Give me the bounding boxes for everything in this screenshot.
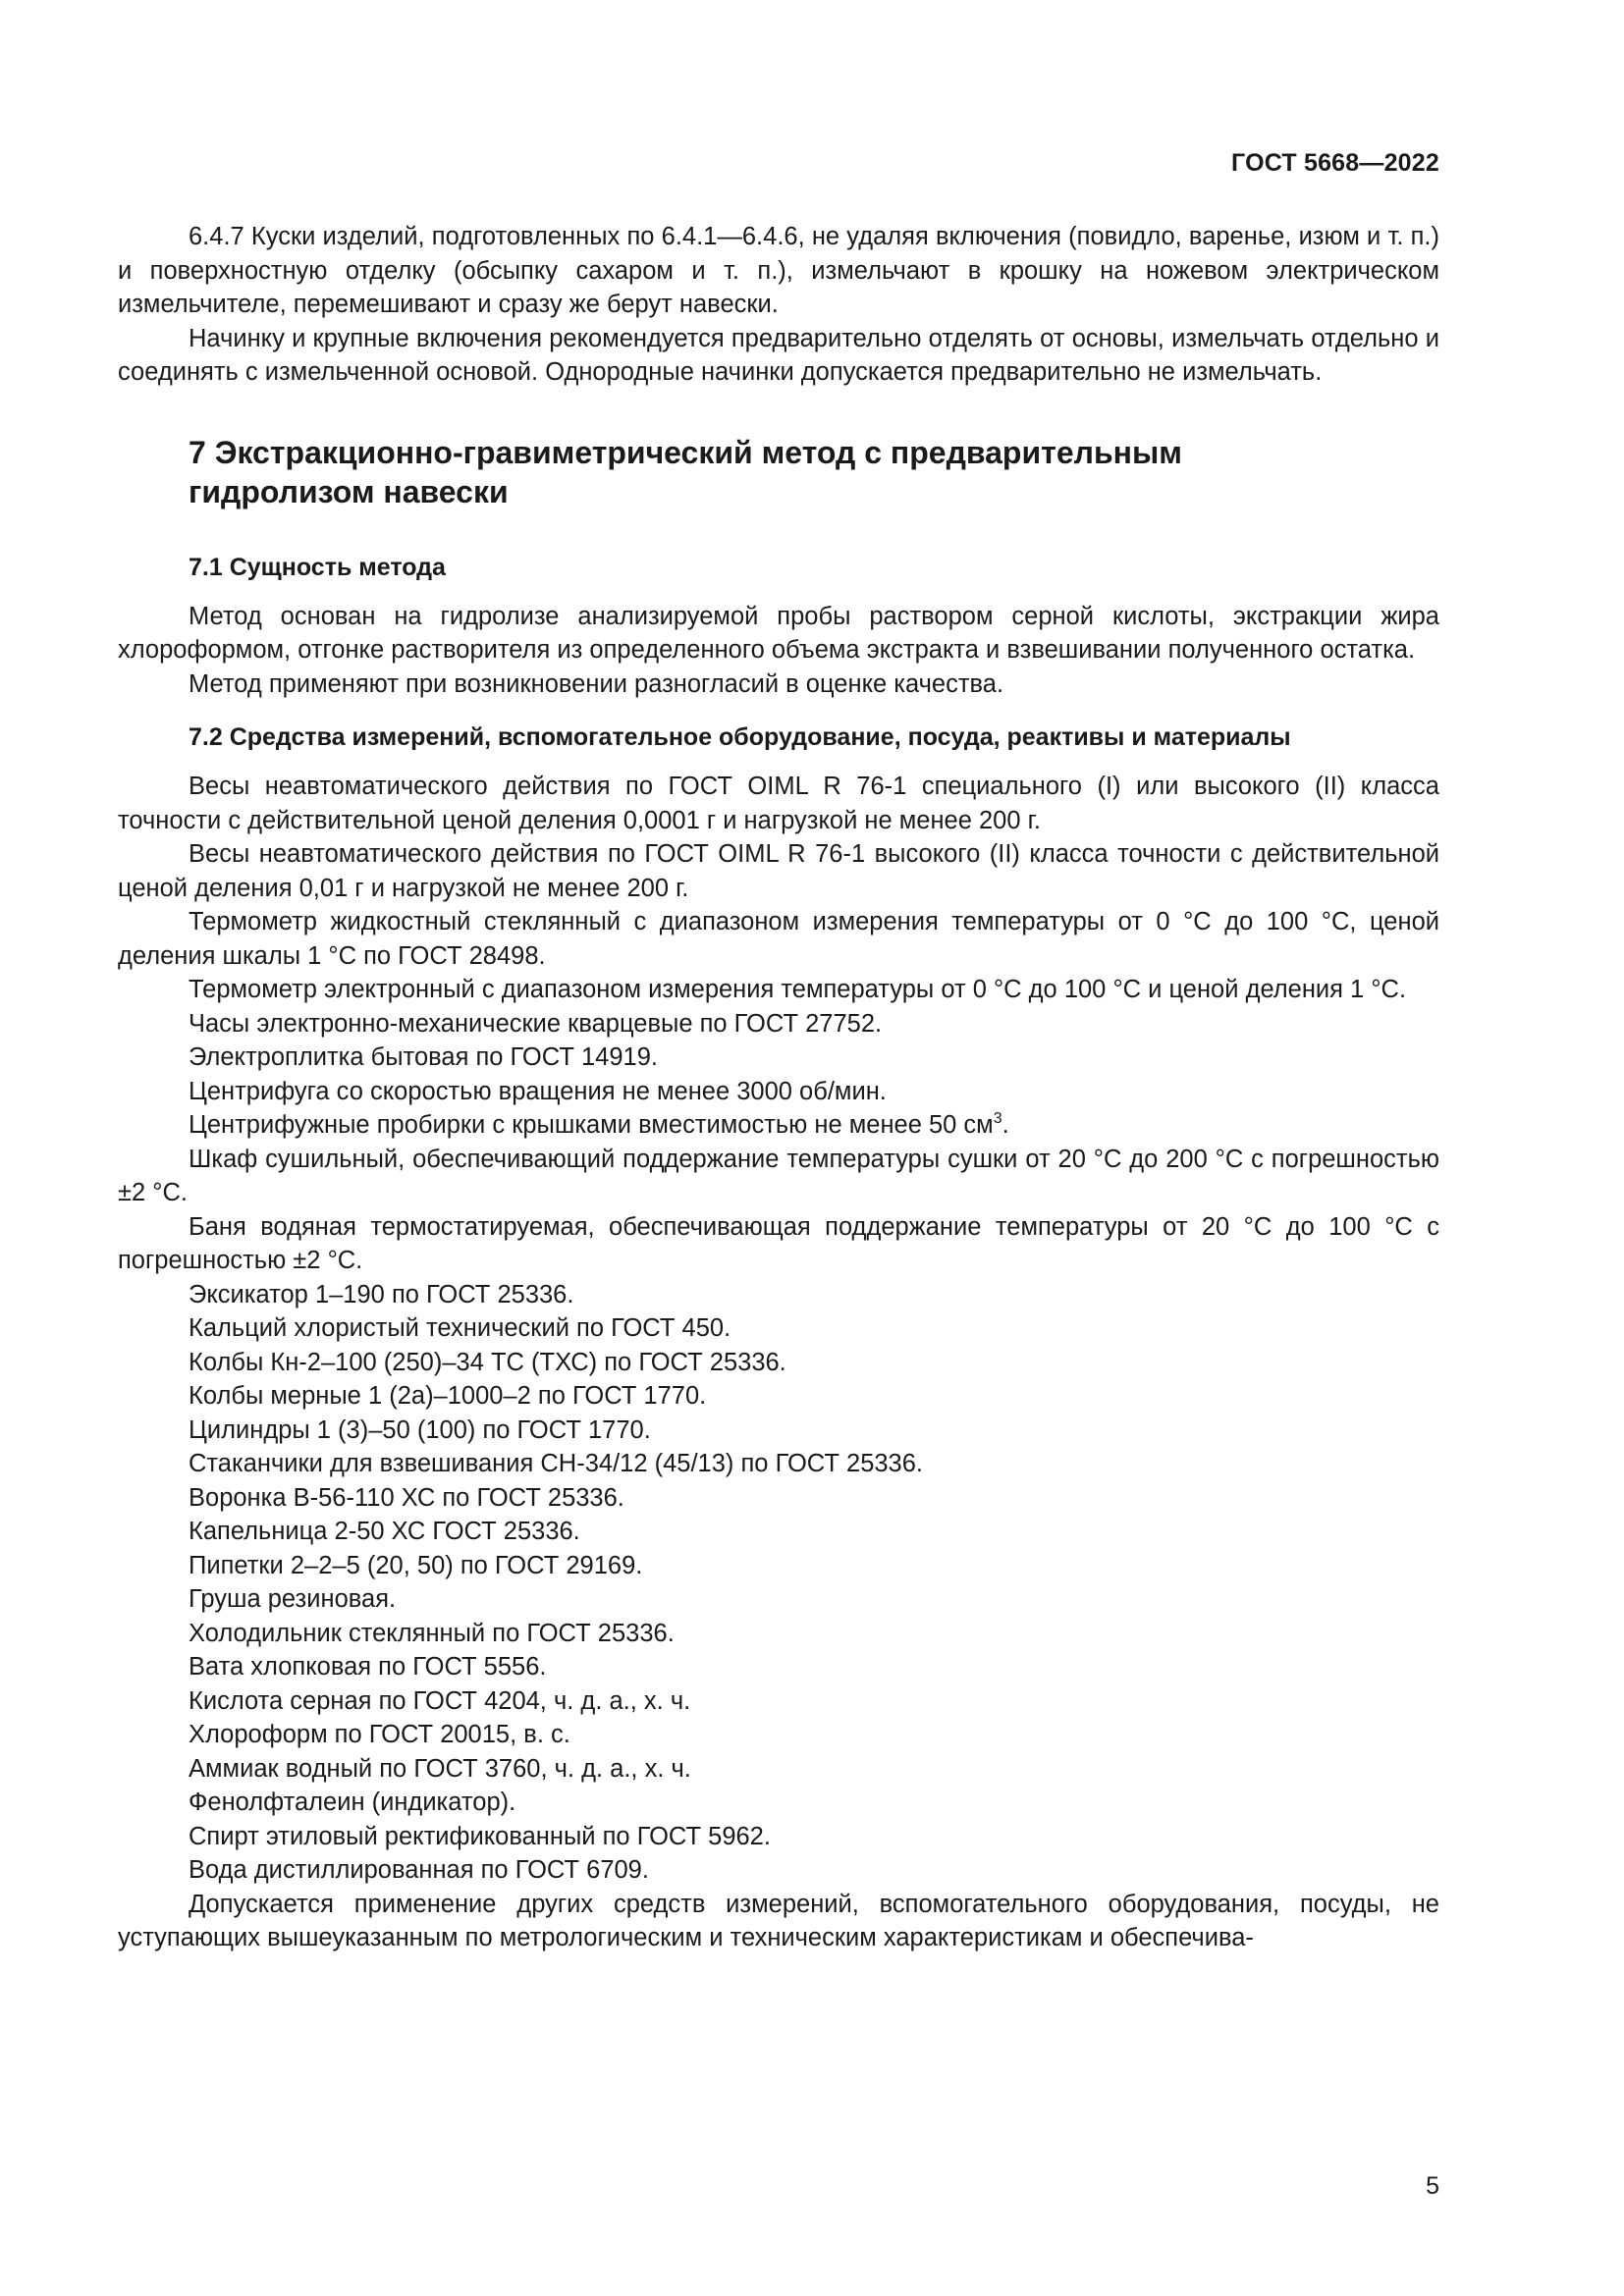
list-item: Термометр жидкостный стеклянный с диапазоном измерения температуры от 0 °С до 100 °С, ценой деления шкалы 1 °С по ГОСТ 28498. — [118, 908, 1439, 970]
page-number: 5 — [1426, 2172, 1439, 2200]
list-item: Хлороформ по ГОСТ 20015, в. с. — [189, 1721, 570, 1748]
paragraph-method-essence: Метод основан на гидролизе анализируемой пробы раствором серной кислоты, экстракции жира хлороформом, отгонке растворителя из определенного объема экстракта и взвешивании полученного остатка. — [118, 602, 1439, 664]
section-7-title-line2: гидролизом навески — [189, 473, 509, 509]
paragraph-filling-note: Начинку и крупные включения рекомендуется предварительно отделять от основы, измельчать отдельно и соединять с измельченной основой. Однородные начинки допускается предварительно не измельчать. — [118, 324, 1439, 386]
list-item: Холодильник стеклянный по ГОСТ 25336. — [189, 1619, 675, 1647]
equipment-list — [118, 770, 1439, 1955]
list-item: Вата хлопковая по ГОСТ 5556. — [189, 1653, 547, 1681]
list-item-centrifuge-tubes — [118, 1108, 1439, 1143]
subsection-7-1-title: 7.1 Сущность метода — [189, 553, 446, 581]
list-item: Стаканчики для взвешивания СН-34/12 (45/13) по ГОСТ 25336. — [189, 1450, 924, 1477]
list-item: Кислота серная по ГОСТ 4204, ч. д. а., х. ч. — [189, 1686, 691, 1715]
list-item: Эксикатор 1–190 по ГОСТ 25336. — [189, 1280, 574, 1308]
list-item: Колбы Кн-2–100 (250)–34 ТС (ТХС) по ГОСТ 25336. — [189, 1348, 786, 1376]
section-7-title-line1: 7 Экстракционно-гравиметрический метод с предварительным — [189, 434, 1182, 470]
centrifuge-tubes-end: . — [1001, 1111, 1009, 1139]
list-item: Груша резиновая. — [189, 1585, 397, 1613]
list-item: Весы неавтоматического действия по ГОСТ OIML R 76-1 специального (I) или высокого (II) класса точности с действительной ценой деления 0,0001 г и нагрузкой не менее 200 г. — [118, 773, 1439, 834]
subsection-7-2-title: 7.2 Средства измерений, вспомогательное оборудование, посуда, реактивы и материалы — [189, 723, 1291, 751]
list-item: Шкаф сушильный, обеспечивающий поддержание температуры сушки от 20 °С до 200 °С с погрешностью ±2 °С. — [118, 1145, 1439, 1206]
list-item: Термометр электронный с диапазоном измерения температуры от 0 °С до 100 °С и ценой деления 1 °С. — [189, 976, 1407, 1003]
paragraph-method-usage: Метод применяют при возникновении разногласий в оценке качества. — [189, 669, 1004, 698]
cubic-superscript: 3 — [993, 1110, 1002, 1127]
centrifuge-tubes-text: Центрифужные пробирки с крышками вместимостью не менее 50 см — [189, 1111, 994, 1139]
list-item: Весы неавтоматического действия по ГОСТ OIML R 76-1 высокого (II) класса точности с действительной ценой деления 0,01 г и нагрузкой не менее 200 г. — [118, 840, 1439, 902]
list-item: Пипетки 2–2–5 (20, 50) по ГОСТ 29169. — [189, 1551, 643, 1579]
list-item: Баня водяная термостатируемая, обеспечивающая поддержание температуры от 20 °С до 100 °С с погрешностью ±2 °С. — [118, 1212, 1439, 1274]
list-item: Часы электронно-механические кварцевые по ГОСТ 27752. — [189, 1009, 883, 1038]
document-code-header: ГОСТ 5668—2022 — [1231, 149, 1439, 177]
list-item: Воронка В-56-110 ХС по ГОСТ 25336. — [189, 1483, 624, 1512]
list-item: Аммиак водный по ГОСТ 3760, ч. д. а., х. ч. — [189, 1754, 691, 1783]
paragraph-6-4-7: 6.4.7 Куски изделий, подготовленных по 6.4.1—6.4.6, не удаляя включения (повидло, варенье, изюм и т. п.) и поверхностную отделку (обсыпку сахаром и т. п.), измельчают в крошку на ножевом электрическом измельчителе, перемешивают и сразу же берут навески. — [118, 223, 1439, 318]
page-content — [118, 220, 1439, 1955]
list-item: Капельница 2-50 ХС ГОСТ 25336. — [189, 1518, 580, 1545]
list-item: Центрифуга со скоростью вращения не менее 3000 об/мин. — [189, 1077, 887, 1105]
list-item: Спирт этиловый ректификованный по ГОСТ 5962. — [189, 1822, 771, 1850]
list-item: Цилиндры 1 (3)–50 (100) по ГОСТ 1770. — [189, 1415, 651, 1444]
list-item-closing-note: Допускается применение других средств измерений, вспомогательного оборудования, посуды, не уступающих вышеуказанным по метрологическим и техническим характеристикам и обеспечива- — [118, 1890, 1439, 1951]
section-7-title — [189, 433, 1439, 511]
list-item: Вода дистиллированная по ГОСТ 6709. — [189, 1856, 649, 1884]
list-item: Электроплитка бытовая по ГОСТ 14919. — [189, 1043, 658, 1071]
list-item: Фенолфталеин (индикатор). — [189, 1789, 516, 1816]
list-item: Кальций хлористый технический по ГОСТ 450. — [189, 1314, 731, 1342]
list-item: Колбы мерные 1 (2а)–1000–2 по ГОСТ 1770. — [189, 1382, 707, 1410]
